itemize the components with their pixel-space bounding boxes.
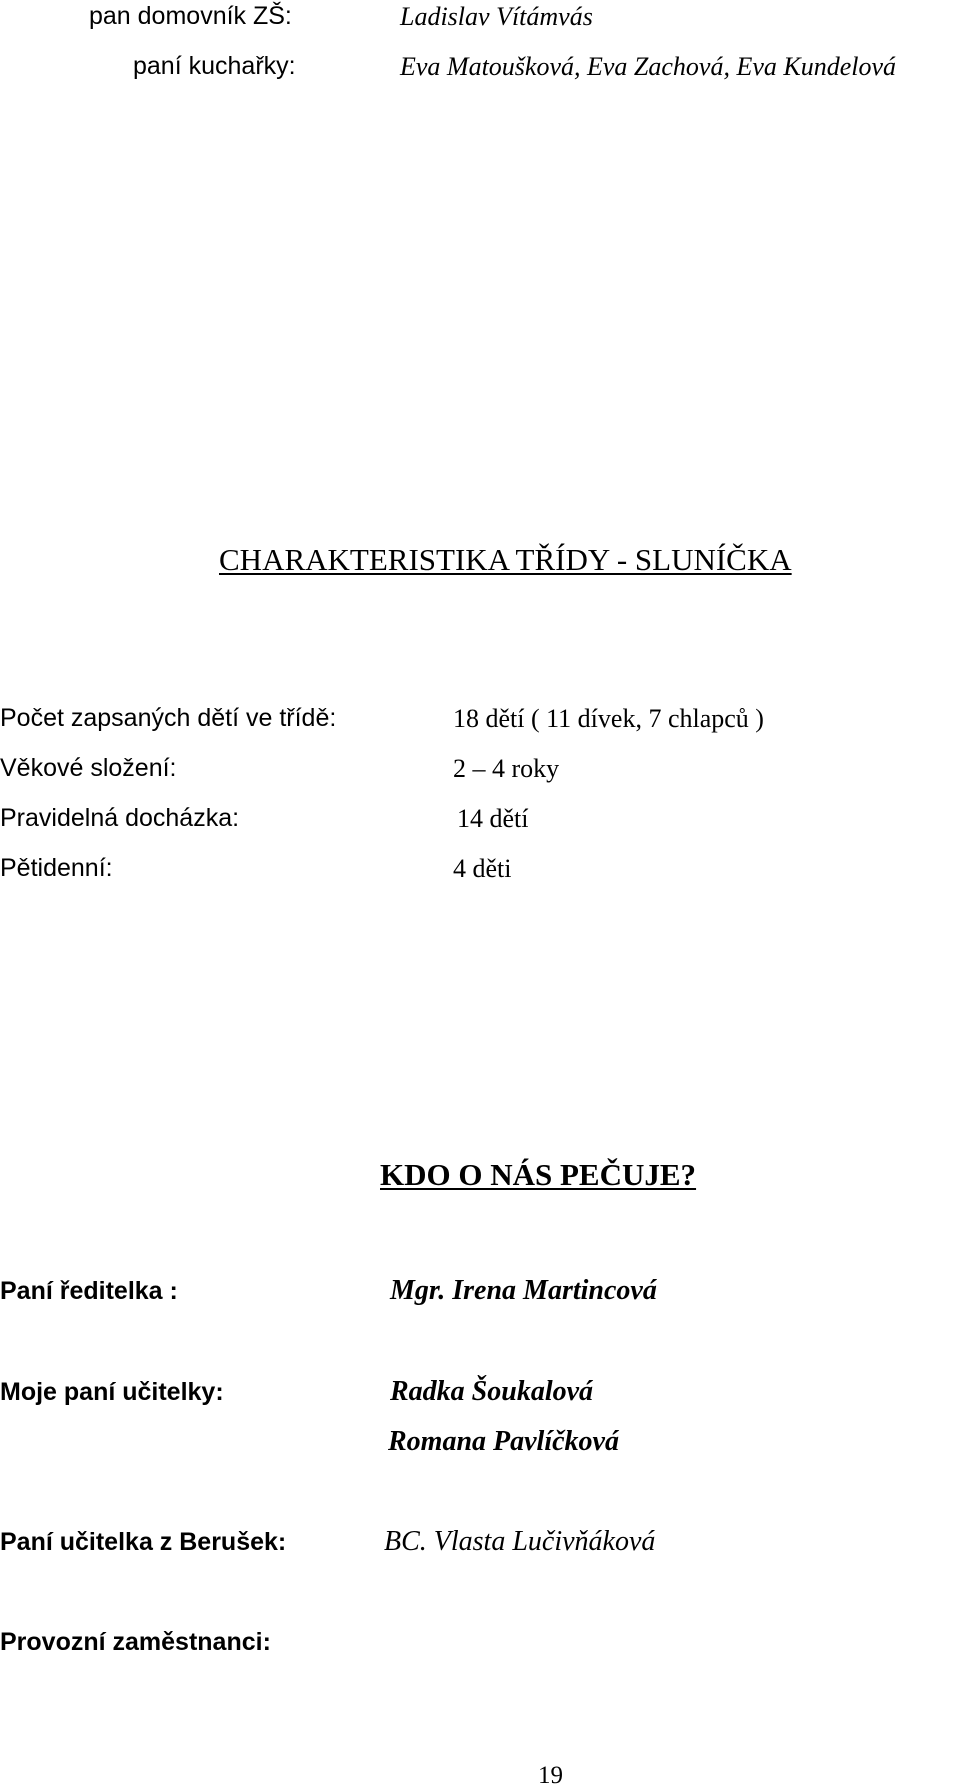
- cooks-names: Eva Matoušková, Eva Zachová, Eva Kundelová: [400, 52, 897, 81]
- row-value-age: 2 – 4 roky: [453, 754, 560, 783]
- page-number: 19: [538, 1762, 563, 1789]
- row-label-age: Věkové složení:: [0, 754, 177, 782]
- row-label-enrolled: Počet zapsaných dětí ve třídě:: [0, 704, 337, 732]
- care-heading: KDO O NÁS PEČUJE?: [380, 1157, 697, 1192]
- beetles-teacher-name: BC. Vlasta Lučivňáková: [384, 1526, 656, 1557]
- director-label: Paní ředitelka :: [0, 1277, 178, 1305]
- row-label-attendance: Pravidelná docházka:: [0, 804, 240, 832]
- janitor-label: pan domovník ZŠ:: [89, 2, 292, 30]
- teachers-label: Moje paní učitelky:: [0, 1378, 224, 1406]
- row-value-attendance: 14 dětí: [457, 804, 529, 833]
- teacher-name-1: Radka Šoukalová: [390, 1376, 594, 1407]
- class-heading: CHARAKTERISTIKA TŘÍDY - SLUNÍČKA: [219, 542, 792, 577]
- operations-label: Provozní zaměstnanci:: [0, 1628, 271, 1656]
- cooks-label: paní kuchařky:: [133, 52, 296, 80]
- teacher-name-2: Romana Pavlíčková: [388, 1426, 619, 1457]
- director-name: Mgr. Irena Martincová: [390, 1275, 657, 1306]
- row-value-enrolled: 18 dětí ( 11 dívek, 7 chlapců ): [453, 704, 764, 733]
- row-value-fiveday: 4 děti: [453, 854, 512, 883]
- row-label-fiveday: Pětidenní:: [0, 854, 113, 882]
- beetles-teacher-label: Paní učitelka z Berušek:: [0, 1528, 287, 1556]
- janitor-name: Ladislav Vítámvás: [400, 2, 593, 31]
